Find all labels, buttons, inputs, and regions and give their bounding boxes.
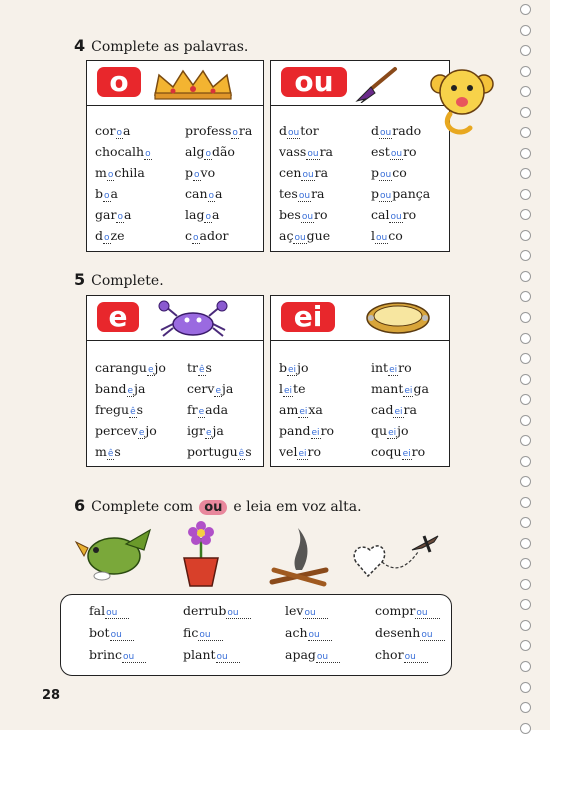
word-end: xa (308, 402, 323, 417)
word-start: mant (371, 381, 404, 396)
word-start: fr (187, 402, 198, 417)
filled-letters: ou (380, 191, 392, 201)
word-end: jo (145, 423, 157, 438)
filled-letters: e (198, 407, 205, 417)
word-end: tor (300, 123, 319, 138)
filled-letters: o (107, 170, 114, 180)
word-blank[interactable] (95, 207, 131, 222)
filled-letters: ou (301, 212, 314, 222)
word-start: gar (95, 207, 117, 222)
word-start: b (95, 186, 104, 201)
exercise-instruction: Complete. (91, 273, 164, 289)
ou-badge: ou (199, 500, 227, 515)
word-end: a (211, 207, 220, 222)
word-end: co (388, 228, 403, 243)
filled-letters: ou (420, 630, 444, 641)
spiral-ring (520, 723, 531, 734)
word-blank[interactable] (371, 360, 412, 375)
word-end: s (136, 402, 144, 417)
flower-pot-icon (176, 516, 226, 588)
word-blank[interactable] (185, 228, 229, 243)
spiral-binding (520, 0, 538, 734)
word-start: fal (89, 603, 106, 618)
filled-letters: ei (389, 365, 398, 375)
word-start: m (95, 165, 107, 180)
filled-letters: e (147, 365, 154, 375)
word-end: jo (297, 360, 309, 375)
word-end: a (123, 207, 132, 222)
filled-letters: ou (302, 170, 314, 180)
word-start: p (371, 186, 380, 201)
tambourine-icon (363, 300, 433, 336)
filled-letters: ei (298, 449, 307, 459)
filled-letters: ei (388, 428, 397, 438)
word-start: compr (375, 603, 416, 618)
word-end: co (392, 165, 407, 180)
word-start: b (279, 360, 288, 375)
word-start: percev (95, 423, 138, 438)
filled-letters: ei (299, 407, 308, 417)
filled-letters: o (145, 149, 151, 159)
spiral-ring (520, 312, 531, 323)
filled-letters: o (205, 212, 211, 222)
word-end: jo (154, 360, 166, 375)
word-end: chila (114, 165, 145, 180)
word-blank[interactable] (187, 423, 224, 438)
filled-letters: ou (198, 630, 222, 641)
filled-letters: e (205, 428, 212, 438)
filled-letters: ou (307, 149, 319, 159)
word-blank[interactable] (285, 625, 332, 640)
word-blank[interactable] (187, 360, 212, 375)
word-blank[interactable] (371, 207, 416, 222)
word-start: m (95, 444, 107, 459)
filled-letters: o (208, 191, 215, 201)
crab-icon (155, 300, 231, 338)
filled-letters: o (232, 128, 238, 138)
spiral-ring (520, 291, 531, 302)
word-start: desenh (375, 625, 421, 640)
word-blank[interactable] (371, 423, 409, 438)
word-blank[interactable] (183, 625, 223, 640)
filled-letters: ou (376, 233, 388, 243)
spiral-ring (520, 682, 531, 693)
exercise-5-title (74, 270, 164, 289)
word-blank[interactable] (279, 165, 328, 180)
syllable-o: o (97, 67, 141, 97)
word-end: ador (199, 228, 229, 243)
word-start: bes (279, 207, 301, 222)
word-blank[interactable] (279, 444, 321, 459)
spiral-ring (520, 45, 531, 56)
word-start: bot (89, 625, 110, 640)
word-blank[interactable] (279, 228, 330, 243)
word-end: ga (413, 381, 429, 396)
word-blank[interactable] (95, 186, 118, 201)
filled-letters: ou (216, 652, 240, 663)
word-end: s (205, 360, 212, 375)
syllable-ei: ei (281, 302, 335, 332)
word-blank[interactable] (371, 165, 407, 180)
word-blank[interactable] (371, 123, 421, 138)
filled-letters: ei (402, 449, 411, 459)
broom-icon (351, 65, 399, 103)
filled-letters: o (117, 212, 123, 222)
word-start: int (371, 360, 389, 375)
word-blank[interactable] (187, 402, 228, 417)
filled-letters: ou (288, 128, 300, 138)
word-blank[interactable] (89, 625, 134, 640)
word-start: aç (279, 228, 294, 243)
word-start: brinc (89, 647, 123, 662)
ex6-word-box (60, 594, 452, 676)
word-blank[interactable] (375, 625, 445, 640)
filled-letters: ê (107, 449, 114, 459)
word-end: te (293, 381, 306, 396)
word-start: plant (183, 647, 216, 662)
word-start: band (95, 381, 127, 396)
filled-letters: o (193, 233, 199, 243)
word-end: ra (311, 186, 325, 201)
word-start: l (371, 228, 375, 243)
spiral-ring (520, 558, 531, 569)
word-blank[interactable] (279, 144, 333, 159)
word-blank[interactable] (95, 123, 130, 138)
word-blank[interactable] (185, 123, 252, 138)
word-blank[interactable] (279, 423, 334, 438)
spiral-ring (520, 517, 531, 528)
spiral-ring (520, 4, 531, 15)
word-blank[interactable] (183, 603, 251, 618)
word-end: ra (403, 402, 417, 417)
word-blank[interactable] (95, 423, 157, 438)
word-blank[interactable] (183, 647, 240, 662)
word-end: ra (314, 165, 329, 180)
spiral-ring (520, 230, 531, 241)
word-start: p (185, 165, 194, 180)
panel-header (87, 61, 263, 106)
word-end: ja (134, 381, 146, 396)
word-blank[interactable] (95, 165, 145, 180)
word-start: vel (279, 444, 298, 459)
filled-letters: e (127, 386, 134, 396)
spiral-ring (520, 538, 531, 549)
filled-letters: ou (303, 608, 327, 619)
word-blank[interactable] (371, 186, 430, 201)
panel-header (271, 296, 449, 341)
spiral-ring (520, 86, 531, 97)
spiral-ring (520, 250, 531, 261)
spiral-ring (520, 66, 531, 77)
word-blank[interactable] (371, 144, 417, 159)
word-blank[interactable] (95, 228, 125, 243)
spiral-ring (520, 25, 531, 36)
filled-letters: ou (226, 608, 250, 619)
word-start: tes (279, 186, 298, 201)
word-blank[interactable] (285, 603, 328, 618)
spiral-ring (520, 702, 531, 713)
word-start: carangu (95, 360, 147, 375)
word-blank[interactable] (375, 603, 440, 618)
exercise-instruction-end: e leia em voz alta. (233, 499, 362, 515)
spiral-ring (520, 127, 531, 138)
word-blank[interactable] (371, 444, 425, 459)
word-blank[interactable] (187, 381, 233, 396)
spiral-ring (520, 640, 531, 651)
filled-letters: ou (415, 608, 439, 619)
word-end: ro (411, 444, 426, 459)
word-start: vass (279, 144, 307, 159)
spiral-ring (520, 415, 531, 426)
filled-letters: ou (390, 212, 402, 222)
word-blank[interactable] (95, 360, 166, 375)
word-start: cad (371, 402, 394, 417)
word-end: pança (392, 186, 431, 201)
word-end: ze (110, 228, 125, 243)
filled-letters: ê (130, 407, 136, 417)
filled-letters: ou (380, 128, 392, 138)
filled-letters: ou (308, 630, 332, 641)
word-blank[interactable] (95, 381, 145, 396)
filled-letters: ou (380, 170, 392, 180)
word-end: ada (205, 402, 229, 417)
word-start: chocalh (95, 144, 145, 159)
word-start: portugu (187, 444, 238, 459)
filled-letters: o (104, 233, 110, 243)
word-blank[interactable] (89, 647, 146, 662)
word-start: qu (371, 423, 388, 438)
word-end: ja (212, 423, 224, 438)
filled-letters: ê (238, 449, 245, 459)
exercise-number: 5 (74, 270, 86, 289)
word-blank[interactable] (375, 647, 428, 662)
word-start: cor (95, 123, 116, 138)
word-start: d (371, 123, 380, 138)
bird-icon (66, 520, 162, 586)
spiral-ring (520, 271, 531, 282)
panel-o (86, 60, 264, 252)
word-blank[interactable] (285, 647, 340, 662)
exercise-number: 4 (74, 36, 86, 55)
word-start: can (185, 186, 208, 201)
word-start: cal (371, 207, 390, 222)
word-end: jo (397, 423, 409, 438)
word-start: profess (185, 123, 232, 138)
exercise-instruction: Complete as palavras. (91, 39, 249, 55)
word-blank[interactable] (371, 402, 417, 417)
syllable-e: e (97, 302, 139, 332)
word-start: l (279, 381, 283, 396)
filled-letters: o (205, 149, 211, 159)
word-end: ja (221, 381, 234, 396)
spiral-ring (520, 189, 531, 200)
word-start: coqu (371, 444, 402, 459)
word-end: ro (403, 144, 417, 159)
panel-header (87, 296, 263, 341)
filled-letters: ei (284, 386, 293, 396)
word-start: chor (375, 647, 404, 662)
spiral-ring (520, 456, 531, 467)
word-end: s (245, 444, 252, 459)
spiral-ring (520, 476, 531, 487)
word-end: ra (238, 123, 253, 138)
word-blank[interactable] (95, 444, 121, 459)
word-start: igr (187, 423, 205, 438)
word-start: apag (285, 647, 316, 662)
filled-letters: e (138, 428, 145, 438)
syllable-ou: ou (281, 67, 347, 97)
filled-letters: ou (316, 652, 340, 663)
spiral-ring (520, 209, 531, 220)
exercise-4-title (74, 36, 248, 55)
filled-letters: ê (199, 365, 205, 375)
word-start: est (371, 144, 390, 159)
spiral-ring (520, 599, 531, 610)
word-start: lag (185, 207, 205, 222)
word-start: pand (279, 423, 311, 438)
spiral-ring (520, 435, 531, 446)
word-start: derrub (183, 603, 227, 618)
word-blank[interactable] (279, 186, 325, 201)
word-start: ach (285, 625, 308, 640)
word-blank[interactable] (95, 402, 143, 417)
spiral-ring (520, 497, 531, 508)
word-end: s (114, 444, 121, 459)
filled-letters: o (116, 128, 123, 138)
word-blank[interactable] (185, 186, 222, 201)
panel-ou (270, 60, 450, 252)
word-end: dão (211, 144, 235, 159)
filled-letters: ei (394, 407, 403, 417)
spiral-ring (520, 333, 531, 344)
spiral-ring (520, 353, 531, 364)
word-end: ro (307, 444, 322, 459)
word-end: rado (392, 123, 422, 138)
filled-letters: ou (298, 191, 311, 201)
word-end: a (110, 186, 118, 201)
crown-icon (151, 67, 235, 101)
page-number: 28 (42, 688, 61, 703)
word-end: ra (319, 144, 333, 159)
panel-header (271, 61, 449, 106)
exercise-instruction-start: Complete com (91, 499, 194, 515)
filled-letters: ei (311, 428, 320, 438)
word-blank[interactable] (371, 228, 403, 243)
word-end: ro (314, 207, 328, 222)
spiral-ring (520, 579, 531, 590)
word-blank[interactable] (95, 144, 152, 159)
filled-letters: ou (390, 149, 403, 159)
panel-ei (270, 295, 450, 467)
word-end: ro (320, 423, 335, 438)
word-start: fic (183, 625, 199, 640)
filled-letters: e (215, 386, 221, 396)
word-end: ro (398, 360, 412, 375)
monkey-icon (430, 62, 500, 140)
word-start: am (279, 402, 299, 417)
filled-letters: ou (122, 652, 146, 663)
spiral-ring (520, 374, 531, 385)
word-blank[interactable] (89, 603, 129, 618)
word-end: vo (200, 165, 216, 180)
exercise-6-title (74, 496, 362, 515)
word-blank[interactable] (371, 381, 429, 396)
word-start: tr (187, 360, 198, 375)
filled-letters: o (194, 170, 200, 180)
word-end: ro (402, 207, 417, 222)
filled-letters: ei (288, 365, 297, 375)
word-start: d (279, 123, 288, 138)
filled-letters: ou (294, 233, 306, 243)
filled-letters: o (104, 191, 110, 201)
word-start: lev (285, 603, 304, 618)
word-start: c (185, 228, 193, 243)
word-blank[interactable] (185, 207, 219, 222)
word-end: gue (306, 228, 331, 243)
word-end: a (123, 123, 131, 138)
word-blank[interactable] (185, 165, 215, 180)
filled-letters: ou (404, 652, 428, 663)
exercise-number: 6 (74, 496, 86, 515)
word-start: alg (185, 144, 205, 159)
spiral-ring (520, 620, 531, 631)
spiral-ring (520, 168, 531, 179)
word-blank[interactable] (279, 402, 323, 417)
spiral-ring (520, 148, 531, 159)
filled-letters: ou (105, 608, 129, 619)
word-start: cerv (187, 381, 215, 396)
word-end: a (215, 186, 223, 201)
campfire-icon (266, 524, 332, 588)
word-blank[interactable] (279, 381, 305, 396)
word-start: fregu (95, 402, 130, 417)
word-blank[interactable] (279, 207, 328, 222)
filled-letters: ei (404, 386, 413, 396)
word-start: p (371, 165, 380, 180)
heart-airplane-icon (346, 522, 446, 588)
word-blank[interactable] (185, 144, 235, 159)
word-blank[interactable] (187, 444, 252, 459)
panel-e (86, 295, 264, 467)
word-start: d (95, 228, 104, 243)
spiral-ring (520, 661, 531, 672)
word-start: cen (279, 165, 302, 180)
spiral-ring (520, 394, 531, 405)
word-blank[interactable] (279, 123, 319, 138)
spiral-ring (520, 107, 531, 118)
filled-letters: ou (110, 630, 134, 641)
word-blank[interactable] (279, 360, 308, 375)
